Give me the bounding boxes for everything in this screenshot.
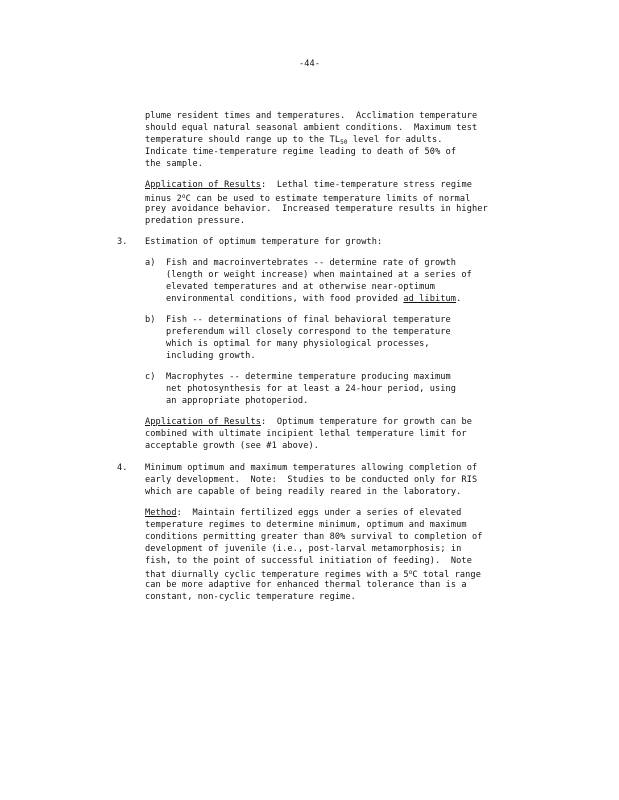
text-line: net photosynthesis for at least a 24-hour period, using [166,384,457,394]
text-line: Application of Results: Optimum temperature for growth can be [145,417,472,427]
section-label: Application of Results [145,180,262,190]
subscript: 50 [340,139,348,146]
text-line: Indicate time-temperature regime leading to death of 50% of [145,147,457,157]
text-line: which is optimal for many physiological processes, [166,339,430,349]
text-line: combined with ultimate incipient lethal temperature limit for [145,429,467,439]
text-line: early development. Note: Studies to be conducted only for RIS [145,475,478,485]
text-line: an appropriate photoperiod. [166,396,309,406]
text-line: fish, to the point of successful initiation of feeding). Note [145,556,472,566]
text-line: Minimum optimum and maximum temperatures allowing completion of [145,463,478,473]
text-line: including growth. [166,351,256,361]
text-line: should equal natural seasonal ambient conditions. Maximum test [145,123,478,133]
text-line: (length or weight increase) when maintained at a series of [166,270,472,280]
item-title: Estimation of optimum temperature for growth: [145,237,383,247]
text-line: temperature should range up to the $TL_{50}$ level for adults. [145,135,443,146]
text-line: can be more adaptive for enhanced thermal tolerance than is a [145,580,467,590]
degree-sign: o [408,569,413,576]
text-line: that diurnally cyclic temperature regimes with a 5$^o$C total range [145,569,481,580]
text-line: development of juvenile (i.e., post-larval metamorphosis; in [145,544,462,554]
text-line: Fish -- determinations of final behavioral temperature [166,315,451,325]
text-line: Fish and macroinvertebrates -- determine rate of growth [166,258,457,268]
text-line: Application of Results: Lethal time-temperature stress regime [145,180,472,190]
item-number: 4. [117,463,128,473]
text-line: minus 2$^o$C can be used to estimate temperature limits of normal [145,193,471,204]
text-line: elevated temperatures and at otherwise near-optimum [166,282,435,292]
text-line: plume resident times and temperatures. Acclimation temperature [145,111,478,121]
text-line: conditions permitting greater than 80% survival to completion of [145,532,483,542]
subitem-marker: a) [145,258,156,268]
text-line: which are capable of being readily reared in the laboratory. [145,487,462,497]
text-line: Method: Maintain fertilized eggs under a series of elevated [145,508,462,518]
text-line: prey avoidance behavior. Increased temperature results in higher [145,204,488,214]
text-line: predation pressure. [145,216,246,226]
degree-sign: o [181,193,186,200]
text-line: Macrophytes -- determine temperature producing maximum [166,372,451,382]
section-label: Method [145,508,177,518]
page-number: -44- [298,59,321,69]
text-line: environmental conditions, with food provided ad libitum. [166,294,462,304]
text-line: preferendum will closely correspond to the temperature [166,327,451,337]
section-label: Application of Results [145,417,262,427]
text-line: constant, non-cyclic temperature regime. [145,592,356,602]
text-line: acceptable growth (see #1 above). [145,441,320,451]
subitem-marker: c) [145,372,156,382]
latin-term: ad libitum [403,294,457,304]
subitem-marker: b) [145,315,156,325]
item-number: 3. [117,237,128,247]
text-line: the sample. [145,159,204,169]
text-line: temperature regimes to determine minimum, optimum and maximum [145,520,467,530]
